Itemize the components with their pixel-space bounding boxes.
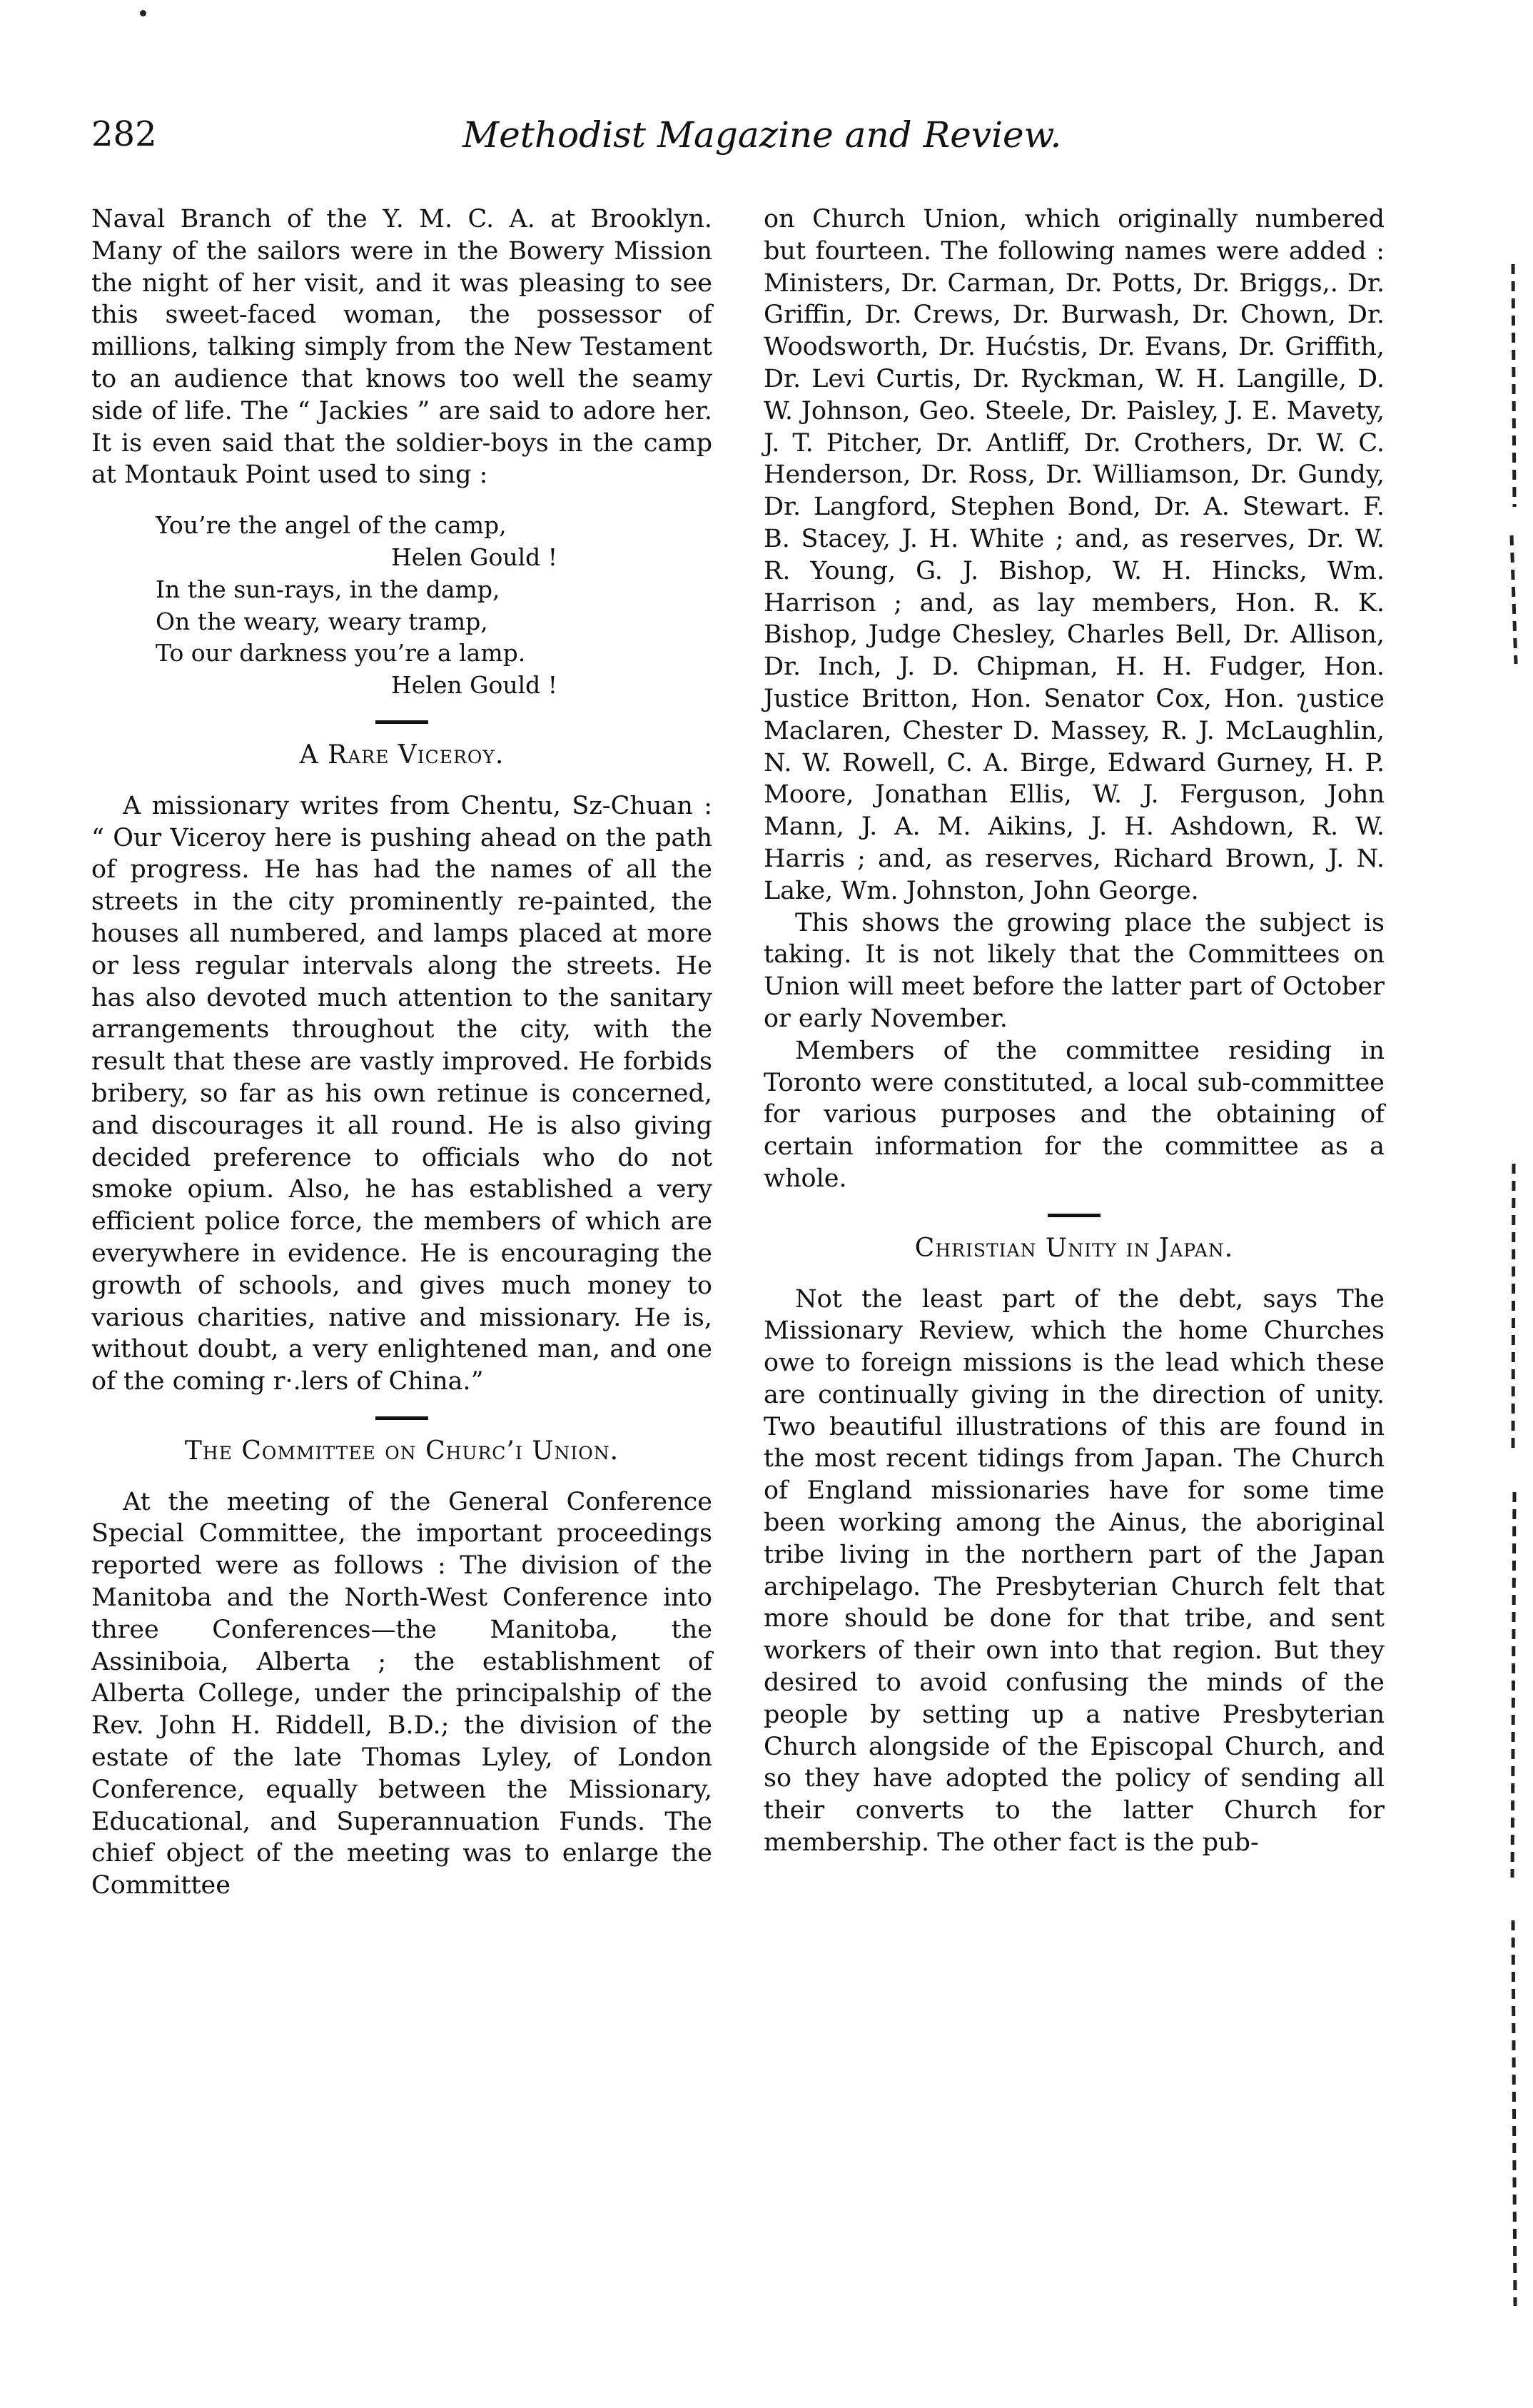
- section-heading-committee: The Committee on Churc’ı Union.: [184, 1436, 619, 1466]
- poem-line: In the sun-rays, in the damp,: [156, 575, 500, 603]
- paragraph-growing-place: This shows the growing place the subject is taking. It is not likely that the Committees on Union will meet before the latter part of October or early November.: [764, 908, 1385, 1033]
- paragraph-japan: Not the least part of the debt, says The Missionary Review, which the home Churches owe to foreign missions is the lead which these are continually giving in the direction of unity. Two beautiful illustrations of this are found in the most recent tidings from Japan. The Church of England missionaries have for some time been working among the Ainus, the aboriginal tribe living in the northern part of the Japan archipelago. The Presbyterian Church felt that more should be done for that tribe, and sent workers of their own into that region. But they desired to avoid confusing the minds of the people by setting up a native Presbyterian Church alongside of the Episcopal Church, and so they have adopted the policy of sending all their converts to the latter Church for membership. The other fact is the pub-: [764, 1284, 1385, 1858]
- right-column: [764, 203, 1385, 1859]
- running-title: Methodist Magazine and Review.: [462, 114, 1062, 156]
- paragraph-committee: At the meeting of the General Conference Special Committee, the important proceedings reported were as follows : The division of the Manitoba and the North-West Conference into three Conferences—the Manitoba, the Assiniboia, Alberta ; the establishment of Alberta College, under the principalship of the Rev. John H. Riddell, B.D.; the division of the estate of the late Thomas Lyley, of London Conference, equally between the Missionary, Educational, and Superannuation Funds. The chief object of the meeting was to enlarge the Committee: [91, 1487, 712, 1900]
- paragraph-helen-gould: Naval Branch of the Y. M. C. A. at Brooklyn. Many of the sailors were in the Bowery Mission the night of her visit, and it was pleasing to see this sweet-faced woman, the possessor of millions, talking simply from the New Testament to an audience that knows too well the seamy side of life. The “ Jackies ” are said to adore her. It is even said that the soldier-boys in the camp at Montauk Point used to sing :: [91, 205, 712, 490]
- poem-line: Helen Gould !: [391, 543, 558, 571]
- section-heading-viceroy: A Rare Viceroy.: [299, 740, 505, 770]
- section-divider: [375, 1416, 428, 1420]
- paragraph-viceroy: A missionary writes from Chentu, Sz-Chuan : “ Our Viceroy here is pushing ahead on the path of progress. He has had the names of all the streets in the city prominently re-painted, the houses all numbered, and lamps placed at more or less regular intervals along the streets. He has also devoted much attention to the sanitary arrangements throughout the city, with the result that these are vastly improved. He forbids bribery, so far as his own retinue is concerned, and discourages it all round. He is also giving decided preference to officials who do not smoke opium. Also, he has established a very efficient police force, the members of which are everywhere in evidence. He is encouraging the growth of schools, and gives much money to various charities, native and missionary. He is, without doubt, a very enlightened man, and one of the coming r·.lers of China.”: [91, 791, 712, 1396]
- poem-line: To our darkness you’re a lamp.: [156, 639, 526, 668]
- section-divider: [375, 720, 428, 724]
- section-heading-japan: Christian Unity in Japan.: [914, 1233, 1234, 1263]
- poem-line: On the weary, weary tramp,: [156, 607, 488, 635]
- poem-helen-gould: [156, 510, 712, 702]
- poem-line: You’re the angel of the camp,: [156, 511, 507, 540]
- poem-line: Helen Gould !: [391, 671, 558, 700]
- stray-mark: [140, 10, 146, 16]
- scanned-binding-edge: [1499, 236, 1527, 2342]
- paragraph-committee-names: on Church Union, which originally numbered but fourteen. The following names were added : Ministers, Dr. Carman, Dr. Potts, Dr. Briggs,. Dr. Griffin, Dr. Crews, Dr. Burwash, Dr. Chown, Dr. Woodsworth, Dr. Hućstis, Dr. Evans, Dr. Griffith, Dr. Levi Curtis, Dr. Ryckman, W. H. Langille, D. W. Johnson, Geo. Steele, Dr. Paisley, J. E. Mavety, J. T. Pitcher, Dr. Antliff, Dr. Crothers, Dr. W. C. Henderson, Dr. Ross, Dr. Williamson, Dr. Gundy, Dr. Langford, Stephen Bond, Dr. A. Stewart. F. B. Stacey, J. H. White ; and, as reserves, Dr. W. R. Young, G. J. Bishop, W. H. Hincks, Wm. Harrison ; and, as lay members, Hon. R. K. Bishop, Judge Chesley, Charles Bell, Dr. Allison, Dr. Inch, J. D. Chipman, H. H. Fudger, Hon. Justice Britton, Hon. Senator Cox, Hon. ʅustice Maclaren, Chester D. Massey, R. J. McLaughlin, N. W. Rowell, C. A. Birge, Edward Gurney, H. P. Moore, Jonathan Ellis, W. J. Ferguson, John Mann, J. A. M. Aikins, J. H. Ashdown, R. W. Harris ; and, as reserves, Richard Brown, J. N. Lake, Wm. Johnston, John George.: [764, 205, 1385, 905]
- paragraph-toronto-members: Members of the committee residing in Toronto were constituted, a local sub-committee for various purposes and the obtaining of certain information for the committee as a whole.: [764, 1036, 1385, 1193]
- left-column: [91, 203, 712, 1902]
- page-number: 282: [91, 114, 157, 154]
- section-divider: [1048, 1214, 1101, 1217]
- page-header: [91, 114, 1069, 171]
